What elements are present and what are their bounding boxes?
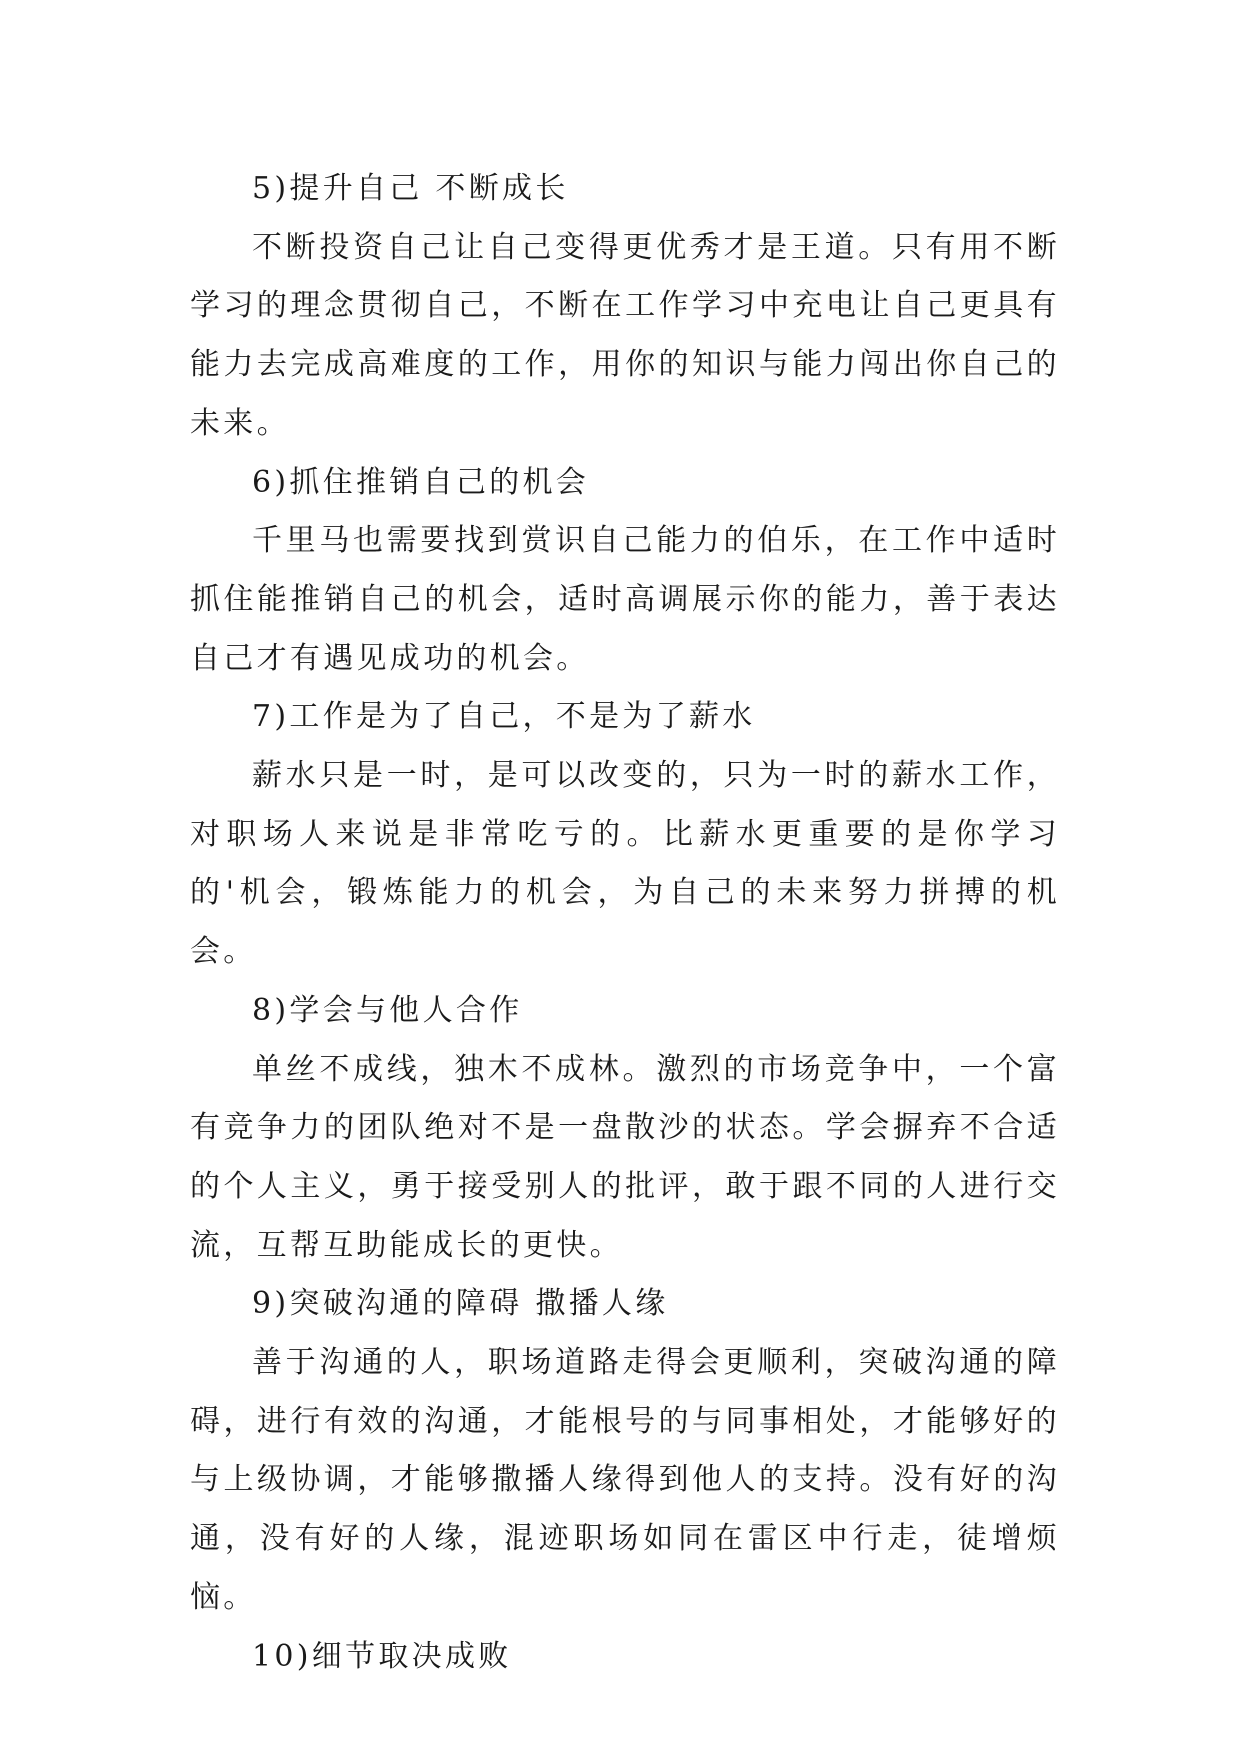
section-body-8: 单丝不成线，独木不成林。激烈的市场竞争中，一个富有竞争力的团队绝对不是一盘散沙的状态。学会摒弃不合适的个人主义，勇于接受别人的批评，敢于跟不同的人进行交流，互帮互助能成长的更快。 [190, 1051, 1060, 1263]
document-body [190, 160, 1060, 1686]
section-heading-10: 10)细节取决成败 [252, 1638, 512, 1674]
section-heading-7: 7)工作是为了自己，不是为了薪水 [252, 699, 756, 735]
section-body-6: 千里马也需要找到赏识自己能力的伯乐，在工作中适时抓住能推销自己的机会，适时高调展示你的能力，善于表达自己才有遇见成功的机会。 [190, 523, 1060, 676]
section-body-5: 不断投资自己让自己变得更优秀才是王道。只有用不断学习的理念贯彻自己，不断在工作学习中充电让自己更具有能力去完成高难度的工作，用你的知识与能力闯出你自己的未来。 [190, 229, 1060, 441]
section-heading-9: 9)突破沟通的障碍 撒播人缘 [252, 1286, 669, 1322]
section-heading-5: 5)提升自己 不断成长 [252, 171, 569, 206]
section-body-7: 薪水只是一时，是可以改变的，只为一时的薪水工作，对职场人来说是非常吃亏的。比薪水更重要的是你学习的'机会，锻炼能力的机会，为自己的未来努力拼搏的机会。 [190, 758, 1060, 970]
section-heading-6: 6)抓住推销自己的机会 [252, 464, 590, 500]
section-body-9: 善于沟通的人，职场道路走得会更顺利，突破沟通的障碍，进行有效的沟通，才能根号的与同事相处，才能够好的与上级协调，才能够撒播人缘得到他人的支持。没有好的沟通，没有好的人缘，混迹职场如同在雷区中行走，徒增烦恼。 [190, 1345, 1060, 1615]
section-heading-8: 8)学会与他人合作 [252, 992, 523, 1028]
